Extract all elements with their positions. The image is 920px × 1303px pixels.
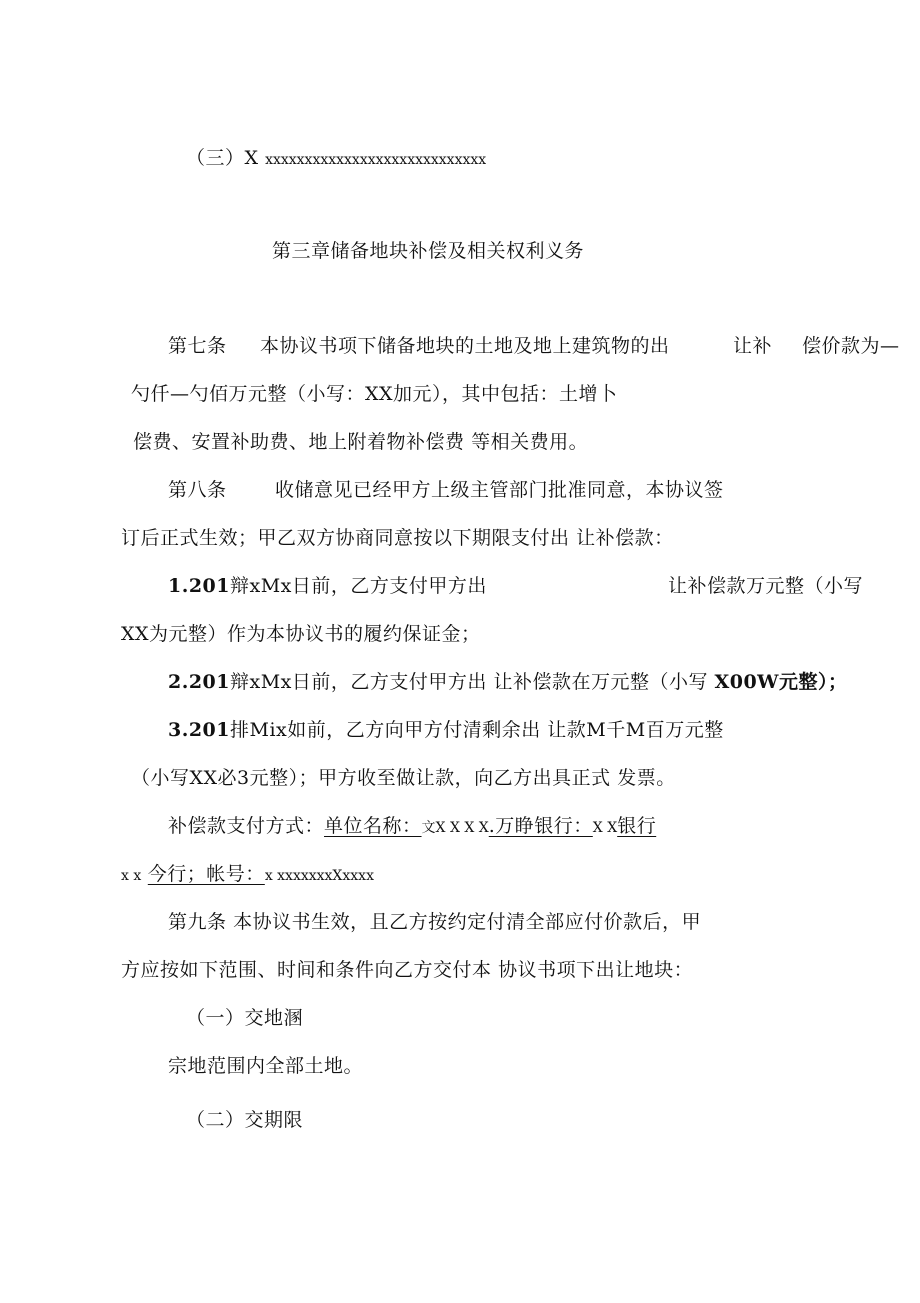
payment-item-2-text-a: 辩xMx日前，乙方支付甲方出	[230, 671, 487, 693]
payment-item-2-text-c: X00W元整）；	[714, 671, 848, 693]
article-9-text-1: 本协议书生效，且乙方按约定付清全部应付价款后，甲	[233, 911, 702, 933]
subsection-one: （一）交地溷	[186, 1007, 304, 1029]
payment-item-3-text-b: 让款M千M百万元整	[547, 719, 724, 741]
article-8-line-2b: 让补偿款：	[576, 527, 674, 549]
payment-item-1-text: 辩xMx日前，乙方支付甲方出	[230, 575, 487, 597]
payment-item-1-number: 1.201	[168, 575, 230, 597]
payment-item-1-line-2: XX为元整）作为本协议书的履约保证金；	[121, 623, 481, 645]
branch-prefix: x x	[121, 868, 142, 884]
payment-item-3-line-2b: 发票。	[617, 767, 676, 789]
payee-bank-value: X X	[592, 820, 618, 836]
article-7-text-3: 偿价款为—	[802, 335, 900, 357]
payee-bank-tail: 银行	[617, 815, 657, 837]
article-8-line-2a: 订后正式生效；甲乙双方协商同意按以下期限支付出	[121, 527, 570, 549]
payment-item-3-text-a: 排Mix如前，乙方向甲方付清剩余出	[230, 719, 541, 741]
payment-item-2	[168, 669, 848, 695]
payee-unit-value: 文X X X X	[421, 820, 489, 836]
payment-method-label: 补偿款支付方式：	[168, 815, 325, 837]
payment-method-line	[168, 813, 656, 841]
account-value: x xxxxxxxXxxxx	[264, 868, 374, 884]
article-9-line-2	[121, 957, 693, 983]
chapter-heading: 第三章储备地块补偿及相关权利义务	[272, 240, 585, 262]
article-7-text-1: 本协议书项下储备地块的土地及地上建筑物的出	[260, 335, 670, 357]
section-three-label: （三）X	[186, 147, 259, 169]
article-7-label: 第七条	[168, 335, 227, 357]
article-9-label: 第九条	[168, 911, 227, 933]
payment-item-1-right: 让补偿款万元整（小写	[668, 575, 864, 597]
section-three-placeholder: xxxxxxxxxxxxxxxxxxxxxxxxxxxx	[265, 152, 487, 168]
article-9-line-2b: 协议书项下出让地块：	[498, 959, 694, 981]
article-9-line-1	[168, 909, 701, 935]
payment-item-3-number: 3.201	[168, 719, 230, 741]
article-7-line-3a: 偿费、安置补助费、地上附着物补偿费	[133, 431, 465, 453]
payee-bank-label: .万睁银行：	[488, 815, 593, 837]
subsection-one-text: 宗地范围内全部土地。	[168, 1055, 364, 1077]
payment-method-line-2	[121, 861, 374, 889]
article-7-line-2: 勺仟—勺佰万元整（小写：XX加元），其中包括：土增卜	[131, 383, 618, 405]
payment-item-2-text-b: 让补偿款在万元整（小写	[493, 671, 708, 693]
payment-item-3	[168, 717, 724, 743]
article-8-line-2	[121, 525, 674, 551]
article-7-line-3	[133, 429, 588, 455]
payment-item-2-number: 2.201	[168, 671, 230, 693]
payment-item-3-line-2	[131, 765, 676, 791]
article-7-line-1	[168, 333, 227, 359]
article-8-label: 第八条	[168, 479, 227, 501]
payee-unit-label: 单位名称：	[324, 815, 422, 837]
section-three-line	[186, 145, 486, 173]
article-7-text-2: 让补	[733, 335, 773, 357]
article-9-line-2a: 方应按如下范围、时间和条件向乙方交付本	[121, 959, 492, 981]
payment-item-3-line-2a: （小写XX必3元整）；甲方收至做让款，向乙方出具正式	[131, 767, 611, 789]
account-label: 今行；帐号：	[147, 863, 265, 885]
article-7-line-3b: 等相关费用。	[471, 431, 589, 453]
subsection-two: （二）交期限	[186, 1109, 304, 1131]
payment-item-1	[168, 573, 487, 599]
article-8-text-1: 收储意见已经甲方上级主管部门批准同意，本协议签	[275, 479, 724, 501]
